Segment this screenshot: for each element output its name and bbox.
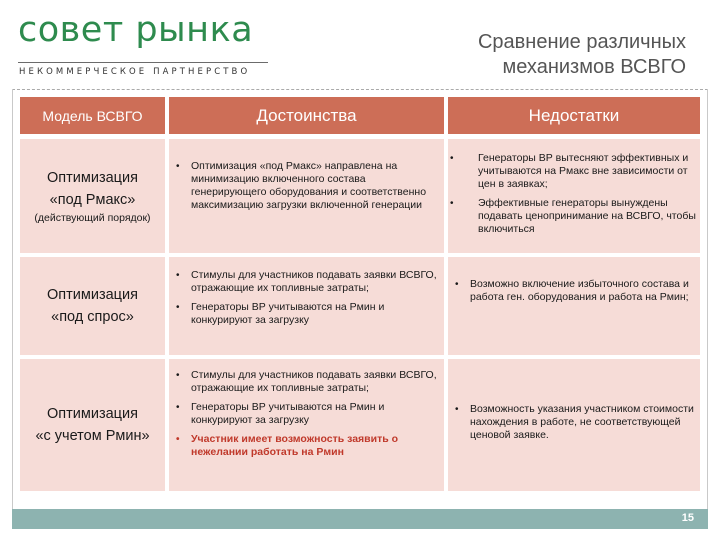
row-3-advantage-1: • Стимулы для участников подавать заявки ВСВГО, отражающие их топливные затраты; <box>169 369 438 395</box>
page-number: 15 <box>681 512 694 524</box>
row-2-disadvantage-1: • Возможно включение избыточного состава и работа ген. оборудования и работа на Рмин; <box>448 278 696 304</box>
row-2-model-line-2: «под спрос» <box>51 309 134 325</box>
header-divider <box>12 89 708 90</box>
row-2-disadvantages <box>448 257 700 355</box>
row-1-model-line-1: Оптимизация <box>47 170 138 186</box>
row-1-disadvantage-1: • Генераторы ВР вытесняют эффективных и учитываются на Рмакс вне зависимости от цен в заявках; <box>448 152 696 191</box>
logo-subtitle: НЕКОММЕРЧЕСКОЕ ПАРТНЕРСТВО <box>19 67 251 77</box>
slide-title <box>478 30 686 80</box>
logo-divider <box>18 62 268 63</box>
row-3-model-line-1: Оптимизация <box>47 406 138 422</box>
slide-title-line-1: Сравнение различных <box>477 31 686 53</box>
row-3-disadvantages <box>448 359 700 491</box>
row-2-model <box>20 257 165 355</box>
slide-title-line-2: механизмов ВСВГО <box>502 56 686 78</box>
footer-bar <box>12 509 708 529</box>
header-model: Модель ВСВГО <box>20 97 165 134</box>
row-3-model <box>20 359 165 491</box>
row-1-model-note: (действующий порядок) <box>34 212 151 224</box>
logo-wordmark: совет рынка <box>18 10 254 50</box>
row-3-advantages <box>169 359 444 491</box>
row-3-advantage-highlight: • Участник имеет возможность заявить о нежелании работать на Рмин <box>169 433 438 459</box>
left-border <box>12 89 13 509</box>
row-1-model-line-2: «под Рмакс» <box>49 192 136 208</box>
row-3-advantage-2: • Генераторы ВР учитываются на Рмин и конкурируют за загрузку <box>169 401 438 427</box>
row-1-model <box>20 139 165 253</box>
row-1-disadvantages <box>448 139 700 253</box>
row-2-advantage-1: • Стимулы для участников подавать заявки ВСВГО, отражающие их топливные затраты; <box>169 269 438 295</box>
header-advantages: Достоинства <box>169 97 444 134</box>
row-3-model-line-2: «с учетом Рмин» <box>35 428 150 444</box>
row-2-advantage-2: • Генераторы ВР учитываются на Рмин и конкурируют за загрузку <box>169 301 438 327</box>
row-1-advantage-1: • Оптимизация «под Рмакс» направлена на минимизацию включенного состава генерирующего оборудования и соответственно максимизацию загрузки включенной генерации <box>169 160 438 212</box>
row-2-advantages <box>169 257 444 355</box>
row-3-disadvantage-1: • Возможность указания участником стоимости нахождения в работе, не соответствующей ценовой заявке. <box>448 403 696 442</box>
right-border <box>707 89 708 509</box>
row-1-disadvantage-2: • Эффективные генераторы вынуждены подавать ценопринимание на ВСВГО, чтобы включиться <box>448 197 696 236</box>
row-1-advantages <box>169 139 444 253</box>
header-disadvantages: Недостатки <box>448 97 700 134</box>
row-2-model-line-1: Оптимизация <box>47 287 138 303</box>
